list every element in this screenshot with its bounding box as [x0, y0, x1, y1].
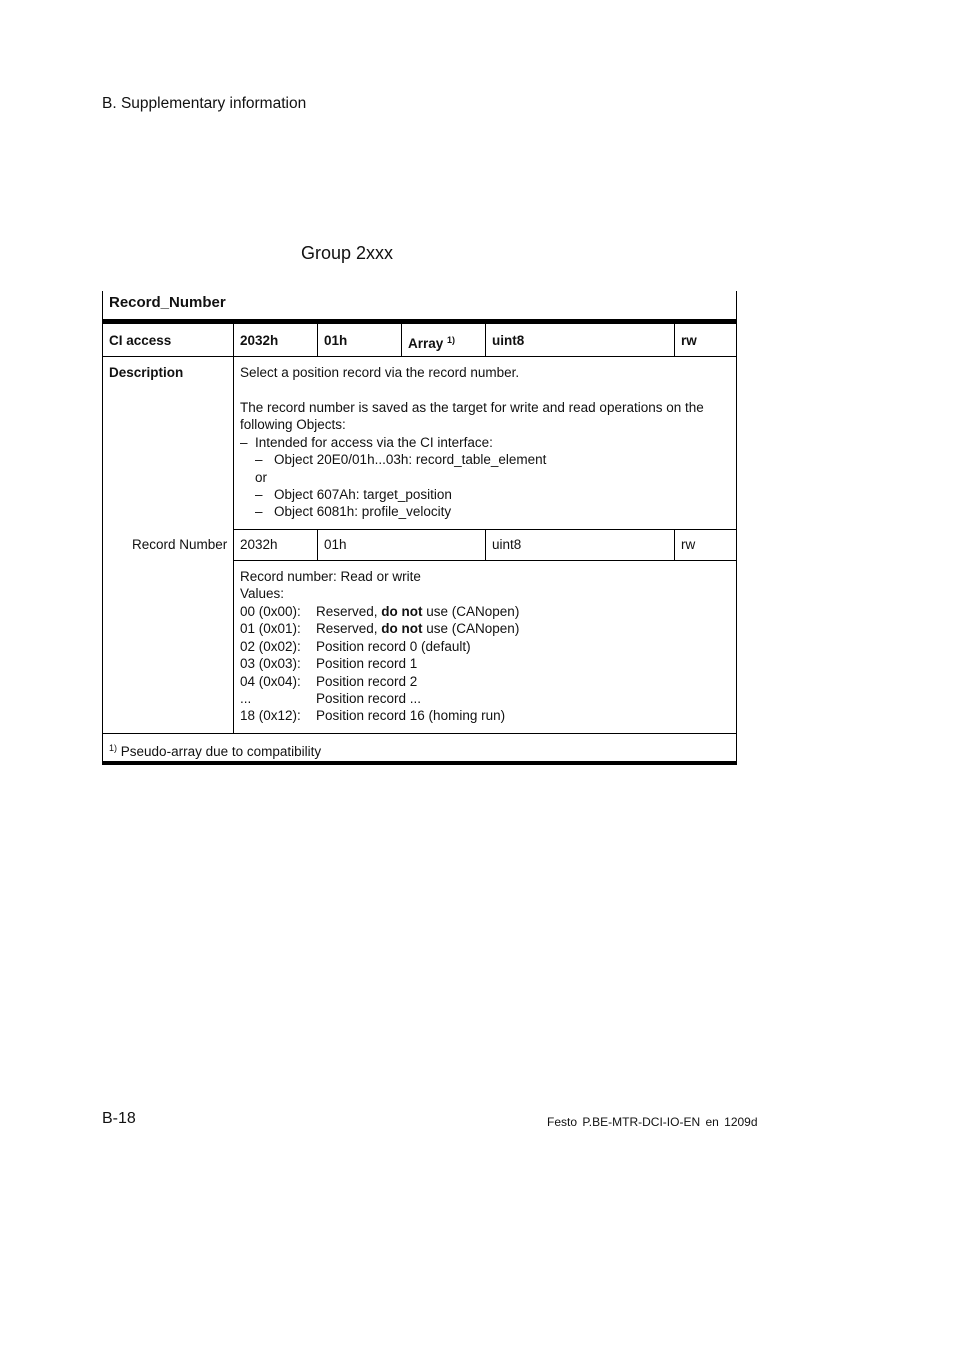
table-left-border	[102, 291, 103, 765]
ci-access-label: CI access	[109, 333, 172, 348]
sub-datatype: uint8	[492, 537, 522, 552]
list-item: 00 (0x00): Reserved, do not use (CANopen)	[240, 604, 520, 619]
document-id: Festo P.BE-MTR-DCI-IO-EN en 1209d	[547, 1115, 758, 1129]
description-label: Description	[109, 365, 184, 380]
ci-access: rw	[681, 333, 697, 348]
ci-type: Array $^{1)}$	[408, 335, 456, 351]
page-number: B-18	[102, 1110, 136, 1127]
title-rule	[102, 319, 737, 324]
ci-row-rule	[102, 356, 737, 357]
sub-index: 2032h	[240, 537, 278, 552]
list-item: 03 (0x03): Position record 1	[240, 656, 418, 671]
list-item: 01 (0x01): Reserved, do not use (CANopen)	[240, 621, 520, 636]
ci-datatype: uint8	[492, 333, 525, 348]
footnote-rule	[102, 733, 737, 734]
ci-index: 2032h	[240, 333, 279, 348]
values-label: Values:	[240, 586, 285, 601]
list-item: – Object 6081h: profile_velocity	[255, 504, 452, 519]
sub-access: rw	[681, 537, 696, 552]
list-item: – Intended for access via the CI interface:	[240, 435, 493, 450]
table-bottom-rule	[102, 761, 737, 765]
record-number-label: Record Number	[132, 537, 228, 552]
section-header: B. Supplementary information	[102, 95, 307, 112]
footnote: $^{1)}$ Pseudo-array due to compatibility	[109, 743, 322, 759]
values-intro: Record number: Read or write	[240, 569, 421, 584]
list-item: ... Position record ...	[240, 691, 422, 706]
list-item: 02 (0x02): Position record 0 (default)	[240, 639, 471, 654]
table-title: Record_Number	[109, 294, 226, 311]
ci-subindex: 01h	[324, 333, 348, 348]
list-item: 18 (0x12): Position record 16 (homing run)	[240, 708, 506, 723]
footnote-ref: 1)	[447, 335, 456, 345]
group-title: Group 2xxx	[301, 243, 394, 263]
list-item: – Object 20E0/01h...03h: record_table_element	[255, 452, 547, 467]
list-item: – Object 607Ah: target_position	[255, 487, 452, 502]
list-item: 04 (0x04): Position record 2	[240, 674, 418, 689]
subrow-bottom-rule	[233, 560, 737, 561]
sub-subindex: 01h	[324, 537, 347, 552]
table-right-border	[736, 291, 737, 765]
object-table: Record_Number CI access 2032h 01h Array $^{1)}$ uint8 rw Description Select a position record via the record number. The record number is saved as the target for write and read operations on the following Objects: – Intended for access via the CI interface: – Object 20E0/01h...03h: record_table_element or – Object 607Ah: target_position – Object 6081h: profile_velocity Record Number 2032h 01h uint8 rw Record number: Read or write Values: 00 (0x00): Reserved, do not use (CANopen) 01 (0x01): Reserved, do not use (CANopen) 02 (0x02): Position record 0 (default) 03 (0x03): Position record 1 04 (0x04): Position record 2 ... Position record ... 18 (0x12): Position record 16 (homing run) $^{1)}$ Pseudo-array due to compatibility	[102, 291, 737, 765]
